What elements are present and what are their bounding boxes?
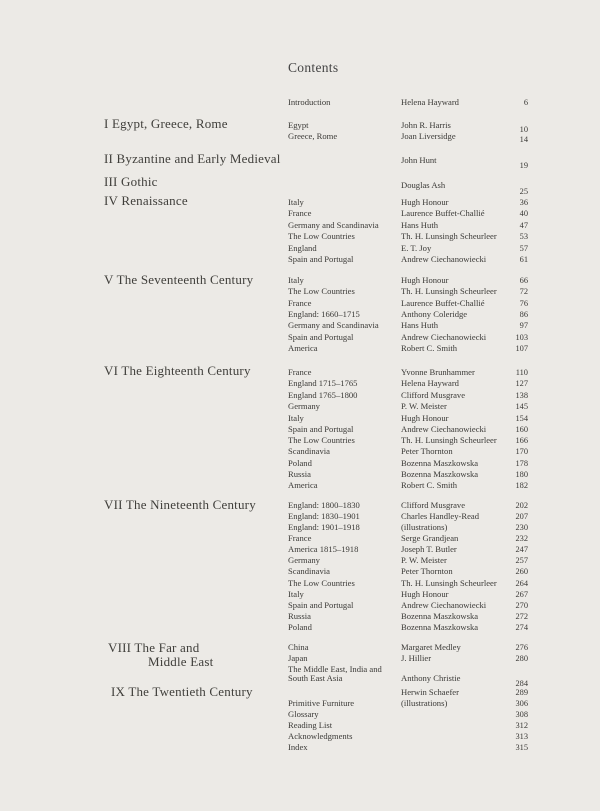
author-name: Hans Huth: [401, 320, 438, 330]
contents-row: [0, 131, 600, 142]
page-number: 280: [515, 654, 528, 663]
author-name: Serge Grandjean: [401, 533, 459, 543]
page-number: 36: [519, 198, 528, 207]
page-number: 260: [515, 567, 528, 576]
page-number: 313: [515, 732, 528, 741]
contents-row: [0, 731, 600, 742]
contents-row: [0, 286, 600, 297]
page-number: 14: [519, 135, 528, 144]
contents-row: [0, 231, 600, 242]
contents-row: [0, 611, 600, 622]
contents-row: [0, 698, 600, 709]
contents-row: [0, 469, 600, 480]
contents-row: [0, 220, 600, 231]
section-label: Germany: [288, 401, 320, 411]
contents-row: [0, 500, 600, 511]
page-number: 274: [515, 623, 528, 632]
author-name: Bozenna Maszkowska: [401, 469, 479, 479]
author-name: (illustrations): [401, 698, 448, 708]
section-label: Poland: [288, 458, 312, 468]
page-number: 40: [519, 209, 528, 218]
author-name: Andrew Ciechanowiecki: [401, 332, 487, 342]
page-number: 178: [515, 459, 528, 468]
page-number: 289: [515, 688, 528, 697]
contents-row: [0, 720, 600, 731]
page-number: 160: [515, 425, 528, 434]
author-name: Th. H. Lunsingh Scheurleer: [401, 578, 497, 588]
contents-row: [0, 522, 600, 533]
chapter-heading: II Byzantine and Early Medieval: [104, 151, 281, 166]
page-number: 86: [519, 310, 528, 319]
chapter-heading: V The Seventeenth Century: [104, 272, 254, 287]
author-name: Bozenna Maszkowska: [401, 458, 479, 468]
section-label: Spain and Portugal: [288, 600, 354, 610]
page-number: 306: [515, 699, 528, 708]
contents-row: [0, 332, 600, 343]
author-name: Hans Huth: [401, 220, 438, 230]
section-label: Japan: [288, 653, 308, 663]
author-name: Andrew Ciechanowiecki: [401, 600, 487, 610]
page-number: 170: [515, 447, 528, 456]
section-label: The Middle East, India and: [288, 664, 382, 674]
page-number: 6: [523, 98, 528, 107]
contents-row: [0, 642, 600, 653]
author-name: Clifford Musgrave: [401, 500, 466, 510]
contents-row: [0, 298, 600, 309]
section-label: Spain and Portugal: [288, 254, 354, 264]
page-number: 180: [515, 470, 528, 479]
author-name: John R. Harris: [401, 120, 451, 130]
chapter-heading: IV Renaissance: [104, 193, 188, 208]
contents-row: [0, 424, 600, 435]
page-number: 57: [519, 244, 528, 253]
contents-row: [0, 390, 600, 401]
author-name: Th. H. Lunsingh Scheurleer: [401, 286, 497, 296]
page-number: 103: [515, 333, 528, 342]
author-name: Anthony Christie: [401, 673, 461, 683]
contents-row: [0, 435, 600, 446]
page-number: 166: [515, 436, 528, 445]
page-number: 47: [519, 221, 528, 230]
contents-row: [0, 578, 600, 589]
chapter-heading: IX The Twentieth Century: [111, 684, 253, 699]
section-label: Spain and Portugal: [288, 424, 354, 434]
page-number: 182: [515, 481, 528, 490]
author-name: Laurence Buffet-Challié: [401, 298, 485, 308]
contents-row: [0, 511, 600, 522]
page-number: 207: [515, 512, 528, 521]
contents-row: [0, 275, 600, 286]
section-label: Egypt: [288, 120, 309, 130]
chapter-heading-continued: Middle East: [148, 654, 214, 669]
page-number: 270: [515, 601, 528, 610]
author-name: John Hunt: [401, 155, 437, 165]
author-name: Th. H. Lunsingh Scheurleer: [401, 231, 497, 241]
author-name: Hugh Honour: [401, 275, 449, 285]
author-name: Charles Handley-Read: [401, 511, 480, 521]
contents-row: [0, 687, 600, 698]
author-name: Hugh Honour: [401, 197, 449, 207]
section-label: England 1715–1765: [288, 378, 358, 388]
section-label: Glossary: [288, 709, 319, 719]
author-name: Joseph T. Butler: [401, 544, 457, 554]
author-name: Laurence Buffet-Challié: [401, 208, 485, 218]
section-label: England: 1901–1918: [288, 522, 360, 532]
contents-row: [0, 566, 600, 577]
section-label: Scandinavia: [288, 446, 330, 456]
page-number: 308: [515, 710, 528, 719]
author-name: (illustrations): [401, 522, 448, 532]
contents-row: [0, 367, 600, 378]
section-label: Germany and Scandinavia: [288, 320, 379, 330]
page-number: 312: [515, 721, 528, 730]
author-name: Douglas Ash: [401, 180, 446, 190]
chapter-heading: VI The Eighteenth Century: [104, 363, 251, 378]
section-label: America: [288, 343, 318, 353]
author-name: Hugh Honour: [401, 589, 449, 599]
contents-row: [0, 378, 600, 389]
chapter-heading: VIII The Far and: [108, 640, 200, 655]
page-number: 154: [515, 414, 528, 423]
page-number: 53: [519, 232, 528, 241]
author-name: Margaret Medley: [401, 642, 461, 652]
page-number: 276: [515, 643, 528, 652]
page-number: 284: [515, 679, 528, 688]
chapter-heading: VII The Nineteenth Century: [104, 497, 256, 512]
section-label: Acknowledgments: [288, 731, 353, 741]
author-name: P. W. Meister: [401, 555, 447, 565]
author-name: Andrew Ciechanowiecki: [401, 254, 487, 264]
page-number: 257: [515, 556, 528, 565]
section-label: The Low Countries: [288, 435, 355, 445]
contents-row: [0, 533, 600, 544]
section-label: England 1765–1800: [288, 390, 358, 400]
section-label: Germany and Scandinavia: [288, 220, 379, 230]
author-name: E. T. Joy: [401, 243, 432, 253]
chapter-heading: III Gothic: [104, 174, 158, 189]
page-number: 247: [515, 545, 528, 554]
section-label: Germany: [288, 555, 320, 565]
contents-row: [0, 343, 600, 354]
section-label: The Low Countries: [288, 578, 355, 588]
page-number: 264: [515, 579, 528, 588]
section-label: The Low Countries: [288, 231, 355, 241]
author-name: Helena Hayward: [401, 378, 459, 388]
author-name: Th. H. Lunsingh Scheurleer: [401, 435, 497, 445]
contents-row: [0, 589, 600, 600]
section-label: England: 1800–1830: [288, 500, 360, 510]
contents-row: [0, 320, 600, 331]
page-number: 107: [515, 344, 528, 353]
page-title: Contents: [288, 60, 339, 75]
section-label: France: [288, 533, 312, 543]
contents-row: [0, 180, 600, 196]
author-name: Andrew Ciechanowiecki: [401, 424, 487, 434]
page-number: 61: [519, 255, 528, 264]
section-label: Greece, Rome: [288, 131, 338, 141]
contents-row: [0, 413, 600, 424]
contents-row: [0, 555, 600, 566]
contents-row: [0, 653, 600, 664]
section-label: England: [288, 243, 317, 253]
author-name: Clifford Musgrave: [401, 390, 466, 400]
page-number: 25: [519, 187, 528, 196]
section-label: Scandinavia: [288, 566, 330, 576]
contents-row: [0, 208, 600, 219]
page-number: 10: [519, 125, 528, 134]
section-label: Reading List: [288, 720, 333, 730]
author-name: Herwin Schaefer: [401, 687, 459, 697]
author-name: J. Hillier: [401, 653, 432, 663]
section-label: America 1815–1918: [288, 544, 359, 554]
section-label: Introduction: [288, 97, 331, 107]
contents-row: [0, 742, 600, 753]
contents-row: [0, 480, 600, 491]
contents-row: [0, 309, 600, 320]
author-name: P. W. Meister: [401, 401, 447, 411]
section-label: Russia: [288, 611, 311, 621]
page-number: 315: [515, 743, 528, 752]
page-number: 202: [515, 501, 528, 510]
section-label: Italy: [288, 413, 304, 423]
page-number: 66: [519, 276, 528, 285]
contents-row: [0, 401, 600, 412]
section-label: Italy: [288, 589, 304, 599]
section-label: Spain and Portugal: [288, 332, 354, 342]
page-number: 127: [515, 379, 528, 388]
contents-row: [0, 673, 600, 688]
contents-row: [0, 155, 600, 170]
author-name: Bozenna Maszkowska: [401, 611, 479, 621]
page-number: 230: [515, 523, 528, 532]
page-number: 138: [515, 391, 528, 400]
author-name: Robert C. Smith: [401, 480, 458, 490]
contents-row: [0, 544, 600, 555]
page-number: 267: [515, 590, 528, 599]
section-label: France: [288, 298, 312, 308]
page-number: 110: [515, 368, 528, 377]
author-name: Yvonne Brunhammer: [401, 367, 475, 377]
section-label: Russia: [288, 469, 311, 479]
author-name: Bozenna Maszkowska: [401, 622, 479, 632]
section-label: Poland: [288, 622, 312, 632]
author-name: Hugh Honour: [401, 413, 449, 423]
page-number: 97: [519, 321, 528, 330]
section-label: Index: [288, 742, 308, 752]
page-number: 72: [519, 287, 528, 296]
author-name: Robert C. Smith: [401, 343, 458, 353]
page-number: 232: [515, 534, 528, 543]
section-label: South East Asia: [288, 673, 343, 683]
section-label: England: 1830–1901: [288, 511, 360, 521]
contents-row: [0, 120, 600, 134]
contents-row: [0, 97, 600, 108]
section-label: Italy: [288, 275, 304, 285]
contents-row: [0, 458, 600, 469]
contents-row: [0, 446, 600, 457]
section-label: The Low Countries: [288, 286, 355, 296]
section-label: China: [288, 642, 309, 652]
page-number: 19: [519, 161, 528, 170]
section-label: America: [288, 480, 318, 490]
chapter-heading: I Egypt, Greece, Rome: [104, 116, 228, 131]
section-label: France: [288, 208, 312, 218]
contents-row: [0, 254, 600, 265]
author-name: Peter Thornton: [401, 566, 453, 576]
contents-row: [0, 243, 600, 254]
page-number: 76: [519, 299, 528, 308]
author-name: Helena Hayward: [401, 97, 459, 107]
section-label: France: [288, 367, 312, 377]
author-name: Anthony Coleridge: [401, 309, 468, 319]
contents-row: [0, 197, 600, 208]
contents-row: [0, 709, 600, 720]
section-label: Italy: [288, 197, 304, 207]
contents-row: [0, 600, 600, 611]
page-number: 272: [515, 612, 528, 621]
section-label: England: 1660–1715: [288, 309, 360, 319]
author-name: Peter Thornton: [401, 446, 453, 456]
author-name: Joan Liversidge: [401, 131, 456, 141]
page-number: 145: [515, 402, 528, 411]
section-label: Primitive Furniture: [288, 698, 355, 708]
contents-row: [0, 622, 600, 633]
